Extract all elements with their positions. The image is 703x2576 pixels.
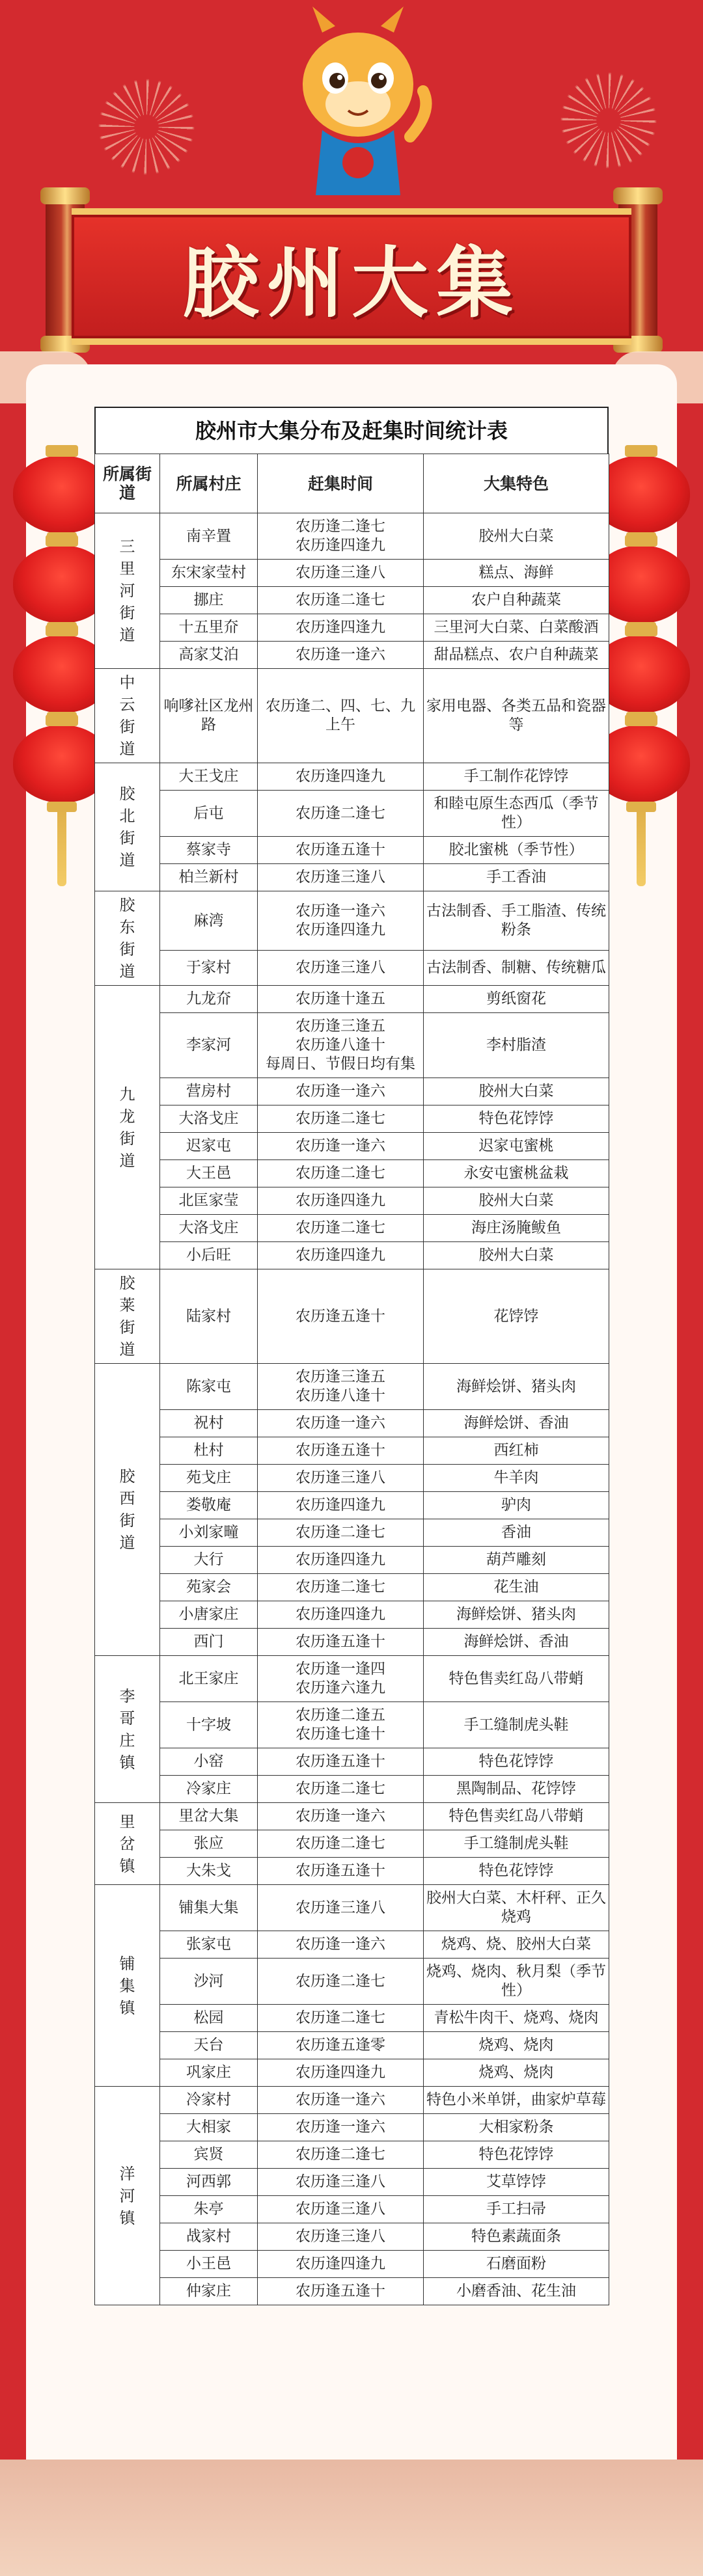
village-cell: 冷家村 [160, 2087, 258, 2114]
time-cell: 农历逢五逢十 [258, 1437, 424, 1465]
time-cell: 农历逢四逢九 [258, 1187, 424, 1215]
table-row [95, 891, 609, 951]
village-cell: 战家村 [160, 2223, 258, 2251]
village-cell: 小刘家疃 [160, 1519, 258, 1547]
table-row [95, 669, 609, 763]
table-row [95, 791, 609, 837]
feature-cell: 海鲜烩饼、猪头肉 [424, 1364, 609, 1410]
village-cell: 南辛置 [160, 513, 258, 560]
village-cell: 蔡家寺 [160, 837, 258, 864]
feature-cell: 手工香油 [424, 864, 609, 891]
village-cell: 大王戈庄 [160, 763, 258, 791]
dragon-mascot-icon [260, 7, 456, 202]
table-row [95, 1858, 609, 1885]
time-cell: 农历逢一逢六 [258, 642, 424, 669]
village-cell: 十字坡 [160, 1702, 258, 1748]
village-cell: 沙河 [160, 1959, 258, 2005]
feature-cell: 西红柿 [424, 1437, 609, 1465]
village-cell: 大朱戈 [160, 1858, 258, 1885]
village-cell: 天台 [160, 2032, 258, 2059]
village-cell: 河西郭 [160, 2169, 258, 2196]
time-cell: 农历逢二逢七 [258, 1830, 424, 1858]
feature-cell: 甜品糕点、农户自种蔬菜 [424, 642, 609, 669]
feature-cell: 艾草饽饽 [424, 2169, 609, 2196]
table-row [95, 951, 609, 986]
time-cell: 农历逢五逢零 [258, 2032, 424, 2059]
page-title: 胶州大集 [182, 237, 521, 328]
time-cell: 农历逢一逢六 农历逢四逢九 [258, 891, 424, 951]
feature-cell: 烧鸡、烧、胶州大白菜 [424, 1931, 609, 1959]
feature-cell: 特色售卖红岛八带蛸 [424, 1656, 609, 1702]
village-cell: 杜村 [160, 1437, 258, 1465]
table-row [95, 1105, 609, 1133]
feature-cell: 烧鸡、烧肉、秋月梨（季节性） [424, 1959, 609, 2005]
village-cell: 小唐家庄 [160, 1601, 258, 1629]
header-street: 所属街道 [95, 454, 160, 513]
time-cell: 农历逢四逢九 [258, 1547, 424, 1574]
feature-cell: 胶州大白菜 [424, 1242, 609, 1269]
table-row [95, 1160, 609, 1187]
time-cell: 农历逢一逢六 [258, 1133, 424, 1160]
feature-cell: 胶州大白菜 [424, 513, 609, 560]
table-row [95, 1133, 609, 1160]
village-cell: 西门 [160, 1629, 258, 1656]
time-cell: 农历逢五逢十 [258, 1748, 424, 1776]
table-row [95, 1748, 609, 1776]
village-cell: 娄敬庵 [160, 1492, 258, 1519]
table-title: 胶州市大集分布及赶集时间统计表 [94, 407, 609, 454]
village-cell: 宾贤 [160, 2141, 258, 2169]
table-row [95, 2114, 609, 2141]
time-cell: 农历逢一逢六 [258, 2087, 424, 2114]
table-row [95, 1959, 609, 2005]
village-cell: 铺集大集 [160, 1885, 258, 1931]
time-cell: 农历逢二逢七 [258, 1959, 424, 2005]
village-cell: 高家艾泊 [160, 642, 258, 669]
time-cell: 农历逢二逢七 [258, 1776, 424, 1803]
time-cell: 农历逢一逢六 [258, 1803, 424, 1830]
table-row [95, 1364, 609, 1410]
firework-left-icon [98, 78, 195, 176]
header-village: 所属村庄 [160, 454, 258, 513]
feature-cell: 永安屯蜜桃盆栽 [424, 1160, 609, 1187]
time-cell: 农历逢一逢六 [258, 1410, 424, 1437]
village-cell: 北王家庄 [160, 1656, 258, 1702]
village-cell: 大王邑 [160, 1160, 258, 1187]
feature-cell: 胶州大白菜 [424, 1078, 609, 1105]
village-cell: 后屯 [160, 791, 258, 837]
time-cell: 农历逢五逢十 [258, 1629, 424, 1656]
table-row [95, 2169, 609, 2196]
feature-cell: 特色花饽饽 [424, 1748, 609, 1776]
village-cell: 大洛戈庄 [160, 1215, 258, 1242]
village-cell: 陆家村 [160, 1269, 258, 1364]
village-cell: 里岔大集 [160, 1803, 258, 1830]
time-cell: 农历逢四逢九 [258, 2251, 424, 2278]
feature-cell: 烧鸡、烧肉 [424, 2059, 609, 2087]
feature-cell: 李村脂渣 [424, 1013, 609, 1078]
table-row [95, 1013, 609, 1078]
table-row [95, 1574, 609, 1601]
time-cell: 农历逢二逢五 农历逢七逢十 [258, 1702, 424, 1748]
feature-cell: 剪纸窗花 [424, 986, 609, 1013]
time-cell: 农历逢四逢九 [258, 614, 424, 642]
village-cell: 九龙夼 [160, 986, 258, 1013]
time-cell: 农历逢二逢七 [258, 1160, 424, 1187]
time-cell: 农历逢二逢七 [258, 1215, 424, 1242]
feature-cell: 大相家粉条 [424, 2114, 609, 2141]
street-cell: 三里河街道 [95, 513, 160, 669]
time-cell: 农历逢三逢八 [258, 864, 424, 891]
feature-cell: 花生油 [424, 1574, 609, 1601]
time-cell: 农历逢三逢五 农历逢八逢十 [258, 1364, 424, 1410]
feature-cell: 古法制香、制糖、传统糖瓜 [424, 951, 609, 986]
feature-cell: 家用电器、各类五品和瓷器等 [424, 669, 609, 763]
village-cell: 冷家庄 [160, 1776, 258, 1803]
time-cell: 农历逢三逢八 [258, 2169, 424, 2196]
market-table [94, 454, 609, 2305]
time-cell: 农历逢四逢九 [258, 763, 424, 791]
feature-cell: 烧鸡、烧肉 [424, 2032, 609, 2059]
table-row [95, 1437, 609, 1465]
table-row [95, 1215, 609, 1242]
time-cell: 农历逢二逢七 [258, 2141, 424, 2169]
table-row [95, 587, 609, 614]
time-cell: 农历逢一逢六 [258, 2114, 424, 2141]
street-cell: 李哥庄镇 [95, 1656, 160, 1803]
village-cell: 张家屯 [160, 1931, 258, 1959]
time-cell: 农历逢一逢六 [258, 1078, 424, 1105]
table-row [95, 1629, 609, 1656]
table-row [95, 1242, 609, 1269]
feature-cell: 石磨面粉 [424, 2251, 609, 2278]
table-body [95, 513, 609, 2305]
village-cell: 小窑 [160, 1748, 258, 1776]
feature-cell: 黑陶制品、花饽饽 [424, 1776, 609, 1803]
time-cell: 农历逢一逢四 农历逢六逢九 [258, 1656, 424, 1702]
feature-cell: 牛羊肉 [424, 1465, 609, 1492]
feature-cell: 海鲜烩饼、香油 [424, 1410, 609, 1437]
time-cell: 农历逢三逢八 [258, 2196, 424, 2223]
street-cell: 中云街道 [95, 669, 160, 763]
table-row [95, 2278, 609, 2305]
time-cell: 农历逢二逢七 [258, 1519, 424, 1547]
table-row [95, 513, 609, 560]
village-cell: 祝村 [160, 1410, 258, 1437]
table-header-row [95, 454, 609, 513]
time-cell: 农历逢二逢七 [258, 587, 424, 614]
village-cell: 仲家庄 [160, 2278, 258, 2305]
feature-cell: 小磨香油、花生油 [424, 2278, 609, 2305]
feature-cell: 胶北蜜桃（季节性） [424, 837, 609, 864]
table-row [95, 1656, 609, 1702]
village-cell: 巩家庄 [160, 2059, 258, 2087]
village-cell: 十五里夼 [160, 614, 258, 642]
village-cell: 苑家会 [160, 1574, 258, 1601]
table-row [95, 837, 609, 864]
time-cell: 农历逢三逢八 [258, 560, 424, 587]
village-cell: 响嗲社区龙州路 [160, 669, 258, 763]
time-cell: 农历逢二逢七 [258, 1574, 424, 1601]
feature-cell: 特色小米单饼，曲家炉草莓 [424, 2087, 609, 2114]
village-cell: 小后旺 [160, 1242, 258, 1269]
table-row [95, 2196, 609, 2223]
village-cell: 北匡家莹 [160, 1187, 258, 1215]
feature-cell: 手工缝制虎头鞋 [424, 1830, 609, 1858]
time-cell: 农历逢五逢十 [258, 2278, 424, 2305]
time-cell: 农历逢三逢八 [258, 1465, 424, 1492]
feature-cell: 香油 [424, 1519, 609, 1547]
village-cell: 苑戈庄 [160, 1465, 258, 1492]
time-cell: 农历逢三逢八 [258, 1885, 424, 1931]
feature-cell: 农户自种蔬菜 [424, 587, 609, 614]
table-row [95, 642, 609, 669]
feature-cell: 手工扫帚 [424, 2196, 609, 2223]
market-table-container [94, 407, 609, 2305]
feature-cell: 胶州大白菜 [424, 1187, 609, 1215]
table-row [95, 2059, 609, 2087]
village-cell: 大洛戈庄 [160, 1105, 258, 1133]
table-row [95, 1519, 609, 1547]
table-row [95, 763, 609, 791]
table-row [95, 1465, 609, 1492]
table-row [95, 1702, 609, 1748]
village-cell: 小王邑 [160, 2251, 258, 2278]
time-cell: 农历逢二逢七 农历逢四逢九 [258, 513, 424, 560]
time-cell: 农历逢四逢九 [258, 1492, 424, 1519]
table-row [95, 1410, 609, 1437]
feature-cell: 葫芦雕刻 [424, 1547, 609, 1574]
feature-cell: 特色花饽饽 [424, 1105, 609, 1133]
time-cell: 农历逢三逢五 农历逢八逢十 每周日、节假日均有集 [258, 1013, 424, 1078]
table-row [95, 2251, 609, 2278]
time-cell: 农历逢四逢九 [258, 1242, 424, 1269]
feature-cell: 特色售卖红岛八带蛸 [424, 1803, 609, 1830]
time-cell: 农历逢四逢九 [258, 2059, 424, 2087]
feature-cell: 特色素蔬面条 [424, 2223, 609, 2251]
table-row [95, 1492, 609, 1519]
feature-cell: 迟家屯蜜桃 [424, 1133, 609, 1160]
table-row [95, 986, 609, 1013]
time-cell: 农历逢二逢七 [258, 791, 424, 837]
village-cell: 李家河 [160, 1013, 258, 1078]
village-cell: 大行 [160, 1547, 258, 1574]
street-cell: 铺集镇 [95, 1885, 160, 2087]
village-cell: 麻湾 [160, 891, 258, 951]
street-cell: 九龙街道 [95, 986, 160, 1269]
feature-cell: 海鲜烩饼、猪头肉 [424, 1601, 609, 1629]
table-row [95, 2087, 609, 2114]
village-cell: 东宋家莹村 [160, 560, 258, 587]
time-cell: 农历逢三逢八 [258, 2223, 424, 2251]
time-cell: 农历逢二逢七 [258, 2005, 424, 2032]
table-row [95, 560, 609, 587]
table-row [95, 2141, 609, 2169]
time-cell: 农历逢二逢七 [258, 1105, 424, 1133]
table-row [95, 864, 609, 891]
time-cell: 农历逢五逢十 [258, 837, 424, 864]
table-row [95, 1803, 609, 1830]
feature-cell: 海鲜烩饼、香油 [424, 1629, 609, 1656]
street-cell: 胶北街道 [95, 763, 160, 891]
feature-cell: 手工制作花饽饽 [424, 763, 609, 791]
table-row [95, 1776, 609, 1803]
feature-cell: 古法制香、手工脂渣、传统粉条 [424, 891, 609, 951]
village-cell: 柏兰新村 [160, 864, 258, 891]
street-cell: 胶东街道 [95, 891, 160, 986]
feature-cell: 手工缝制虎头鞋 [424, 1702, 609, 1748]
tassel-icon [57, 808, 66, 886]
village-cell: 营房村 [160, 1078, 258, 1105]
village-cell: 迟家屯 [160, 1133, 258, 1160]
feature-cell: 花饽饽 [424, 1269, 609, 1364]
header-market-time: 赶集时间 [258, 454, 424, 513]
village-cell: 于家村 [160, 951, 258, 986]
table-row [95, 1885, 609, 1931]
tassel-icon [637, 808, 646, 886]
table-row [95, 614, 609, 642]
street-cell: 洋河镇 [95, 2087, 160, 2305]
feature-cell: 青松牛肉干、烧鸡、烧肉 [424, 2005, 609, 2032]
time-cell: 农历逢四逢九 [258, 1601, 424, 1629]
table-row [95, 2223, 609, 2251]
village-cell: 朱亭 [160, 2196, 258, 2223]
street-cell: 里岔镇 [95, 1803, 160, 1885]
village-cell: 挪庄 [160, 587, 258, 614]
firework-right-icon [560, 72, 657, 169]
table-row [95, 1187, 609, 1215]
time-cell: 农历逢三逢八 [258, 951, 424, 986]
time-cell: 农历逢二、四、七、九上午 [258, 669, 424, 763]
feature-cell: 海庄汤腌鲅鱼 [424, 1215, 609, 1242]
table-row [95, 1269, 609, 1364]
village-cell: 张应 [160, 1830, 258, 1858]
footer-clouds [0, 2460, 703, 2576]
table-row [95, 1078, 609, 1105]
table-row [95, 1601, 609, 1629]
table-row [95, 1931, 609, 1959]
village-cell: 陈家屯 [160, 1364, 258, 1410]
village-cell: 松园 [160, 2005, 258, 2032]
title-banner [72, 208, 631, 345]
feature-cell: 三里河大白菜、白菜酸酒 [424, 614, 609, 642]
time-cell: 农历逢十逢五 [258, 986, 424, 1013]
feature-cell: 胶州大白菜、木杆秤、正久烧鸡 [424, 1885, 609, 1931]
feature-cell: 驴肉 [424, 1492, 609, 1519]
feature-cell: 糕点、海鲜 [424, 560, 609, 587]
header-decoration [0, 0, 703, 416]
street-cell: 胶莱街道 [95, 1269, 160, 1364]
table-row [95, 2005, 609, 2032]
street-cell: 胶西街道 [95, 1364, 160, 1656]
feature-cell: 特色花饽饽 [424, 1858, 609, 1885]
table-row [95, 1547, 609, 1574]
header-feature: 大集特色 [424, 454, 609, 513]
feature-cell: 特色花饽饽 [424, 2141, 609, 2169]
time-cell: 农历逢五逢十 [258, 1269, 424, 1364]
time-cell: 农历逢一逢六 [258, 1931, 424, 1959]
time-cell: 农历逢五逢十 [258, 1858, 424, 1885]
table-row [95, 2032, 609, 2059]
feature-cell: 和睦屯原生态西瓜（季节性） [424, 791, 609, 837]
village-cell: 大相家 [160, 2114, 258, 2141]
table-row [95, 1830, 609, 1858]
